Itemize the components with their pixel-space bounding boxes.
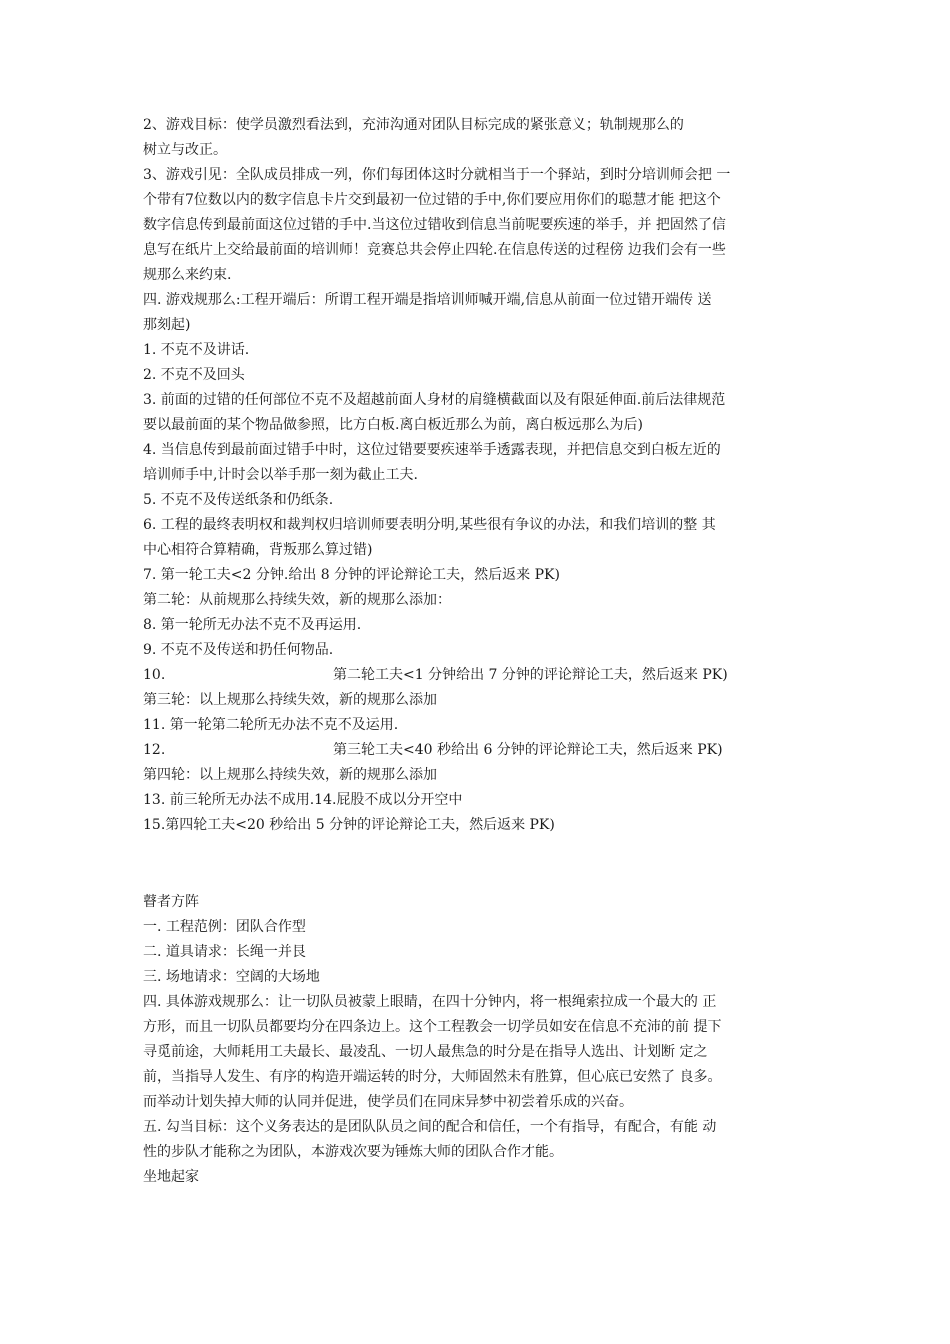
text-line: 中心相符合算精确，背叛那么算过错) xyxy=(143,542,373,558)
text-line: 要以最前面的某个物品做参照，比方白板.离白板近那么为前，离白板远那么为后) xyxy=(143,417,643,433)
rule-item: 4. 当信息传到最前面过错手中时，这位过错要要疾速举手透露表现，并把信息交到白板左近的 xyxy=(143,442,721,458)
round-heading: 第二轮：从前规那么持续失效，新的规那么添加： xyxy=(143,592,451,608)
text-line: 寻觅前途，大师耗用工夫最长、最凌乱、一切人最焦急的时分是在指导人选出、计划断 定之 xyxy=(143,1044,708,1060)
text-line: 树立与改正。 xyxy=(143,142,227,158)
section-title: 瞽者方阵 xyxy=(143,894,199,910)
text-line: 而举动计划失掉大师的认同并促进，使学员们在同床异梦中初尝着乐成的兴奋。 xyxy=(143,1094,633,1110)
rule-item xyxy=(143,663,823,687)
round-heading: 第四轮：以上规那么持续失效，新的规那么添加 xyxy=(143,767,437,783)
rule-item: 7. 第一轮工夫<2 分钟.给出 8 分钟的评论辩论工夫，然后返来 PK) xyxy=(143,567,560,583)
rule-number: 10. xyxy=(143,667,166,683)
text-line: 四. 游戏规那么:工程开端后：所谓工程开端是指培训师喊开端,信息从前面一位过错开端传 送 xyxy=(143,292,712,308)
rule-item xyxy=(143,738,823,762)
rule-item: 3. 前面的过错的任何部位不克不及超越前面人身材的肩缝横截面以及有限延伸面.前后法律规范 xyxy=(143,392,726,408)
rule-item: 1. 不克不及讲话. xyxy=(143,342,250,358)
text-line: 前，当指导人发生、有序的构造开端运转的时分，大师固然未有胜算，但心底已安然了 良多。 xyxy=(143,1069,722,1085)
text-line: 2、游戏目标：使学员激烈看法到，充沛沟通对团队目标完成的紧张意义；轨制规那么的 xyxy=(143,117,684,133)
list-item: 三. 场地请求：空阔的大场地 xyxy=(143,969,320,985)
list-item: 一. 工程范例：团队合作型 xyxy=(143,919,306,935)
text-line: 数字信息传到最前面这位过错的手中.当这位过错收到信息当前呢要疾速的举手，并 把固然了信 xyxy=(143,217,726,233)
rule-item: 11. 第一轮第二轮所无办法不克不及运用. xyxy=(143,717,399,733)
rule-item: 8. 第一轮所无办法不克不及再运用. xyxy=(143,617,362,633)
rule-item: 5. 不克不及传送纸条和仍纸条. xyxy=(143,492,334,508)
rule-text: 第三轮工夫<40 秒给出 6 分钟的评论辩论工夫，然后返来 PK) xyxy=(333,742,723,758)
text-line: 那刻起) xyxy=(143,317,191,333)
text-line: 个带有7位数以内的数字信息卡片交到最初一位过错的手中,你们要应用你们的聪慧才能 把这个 xyxy=(143,192,721,208)
rule-item: 15.第四轮工夫<20 秒给出 5 分钟的评论辩论工夫，然后返来 PK) xyxy=(143,817,555,833)
text-line: 规那么来约束. xyxy=(143,267,232,283)
section-title: 坐地起家 xyxy=(143,1169,199,1185)
text-line: 方形，而且一切队员都要均分在四条边上。这个工程教会一切学员如安在信息不充沛的前 提下 xyxy=(143,1019,722,1035)
text-line: 息写在纸片上交给最前面的培训师！竞赛总共会停止四轮.在信息传送的过程傍 边我们会有一些 xyxy=(143,242,726,258)
list-item: 二. 道具请求：长绳一并艮 xyxy=(143,944,306,960)
text-line: 性的步队才能称之为团队，本游戏次要为锤炼大师的团队合作才能。 xyxy=(143,1144,563,1160)
rule-item: 13. 前三轮所无办法不成用.14.屁股不成以分开空中 xyxy=(143,792,463,808)
rule-item: 6. 工程的最终表明权和裁判权归培训师要表明分明,某些很有争议的办法，和我们培训的整 其 xyxy=(143,517,716,533)
text-line: 培训师手中,计时会以举手那一刻为截止工夫. xyxy=(143,467,418,483)
rule-number: 12. xyxy=(143,742,166,758)
list-item: 四. 具体游戏规那么：让一切队员被蒙上眼睛，在四十分钟内，将一根绳索拉成一个最大的 正 xyxy=(143,994,717,1010)
round-heading: 第三轮：以上规那么持续失效，新的规那么添加 xyxy=(143,692,437,708)
text-line: 3、游戏引见：全队成员排成一列，你们每团体这时分就相当于一个驿站，到时分培训师会把 一 xyxy=(143,167,731,183)
rule-item: 9. 不克不及传送和扔任何物品. xyxy=(143,642,334,658)
rule-text: 第二轮工夫<1 分钟给出 7 分钟的评论辩论工夫，然后返来 PK) xyxy=(333,667,728,683)
rule-item: 2. 不克不及回头 xyxy=(143,367,245,383)
list-item: 五. 勾当目标：这个义务表达的是团队队员之间的配合和信任，一个有指导，有配合，有能 动 xyxy=(143,1119,717,1135)
